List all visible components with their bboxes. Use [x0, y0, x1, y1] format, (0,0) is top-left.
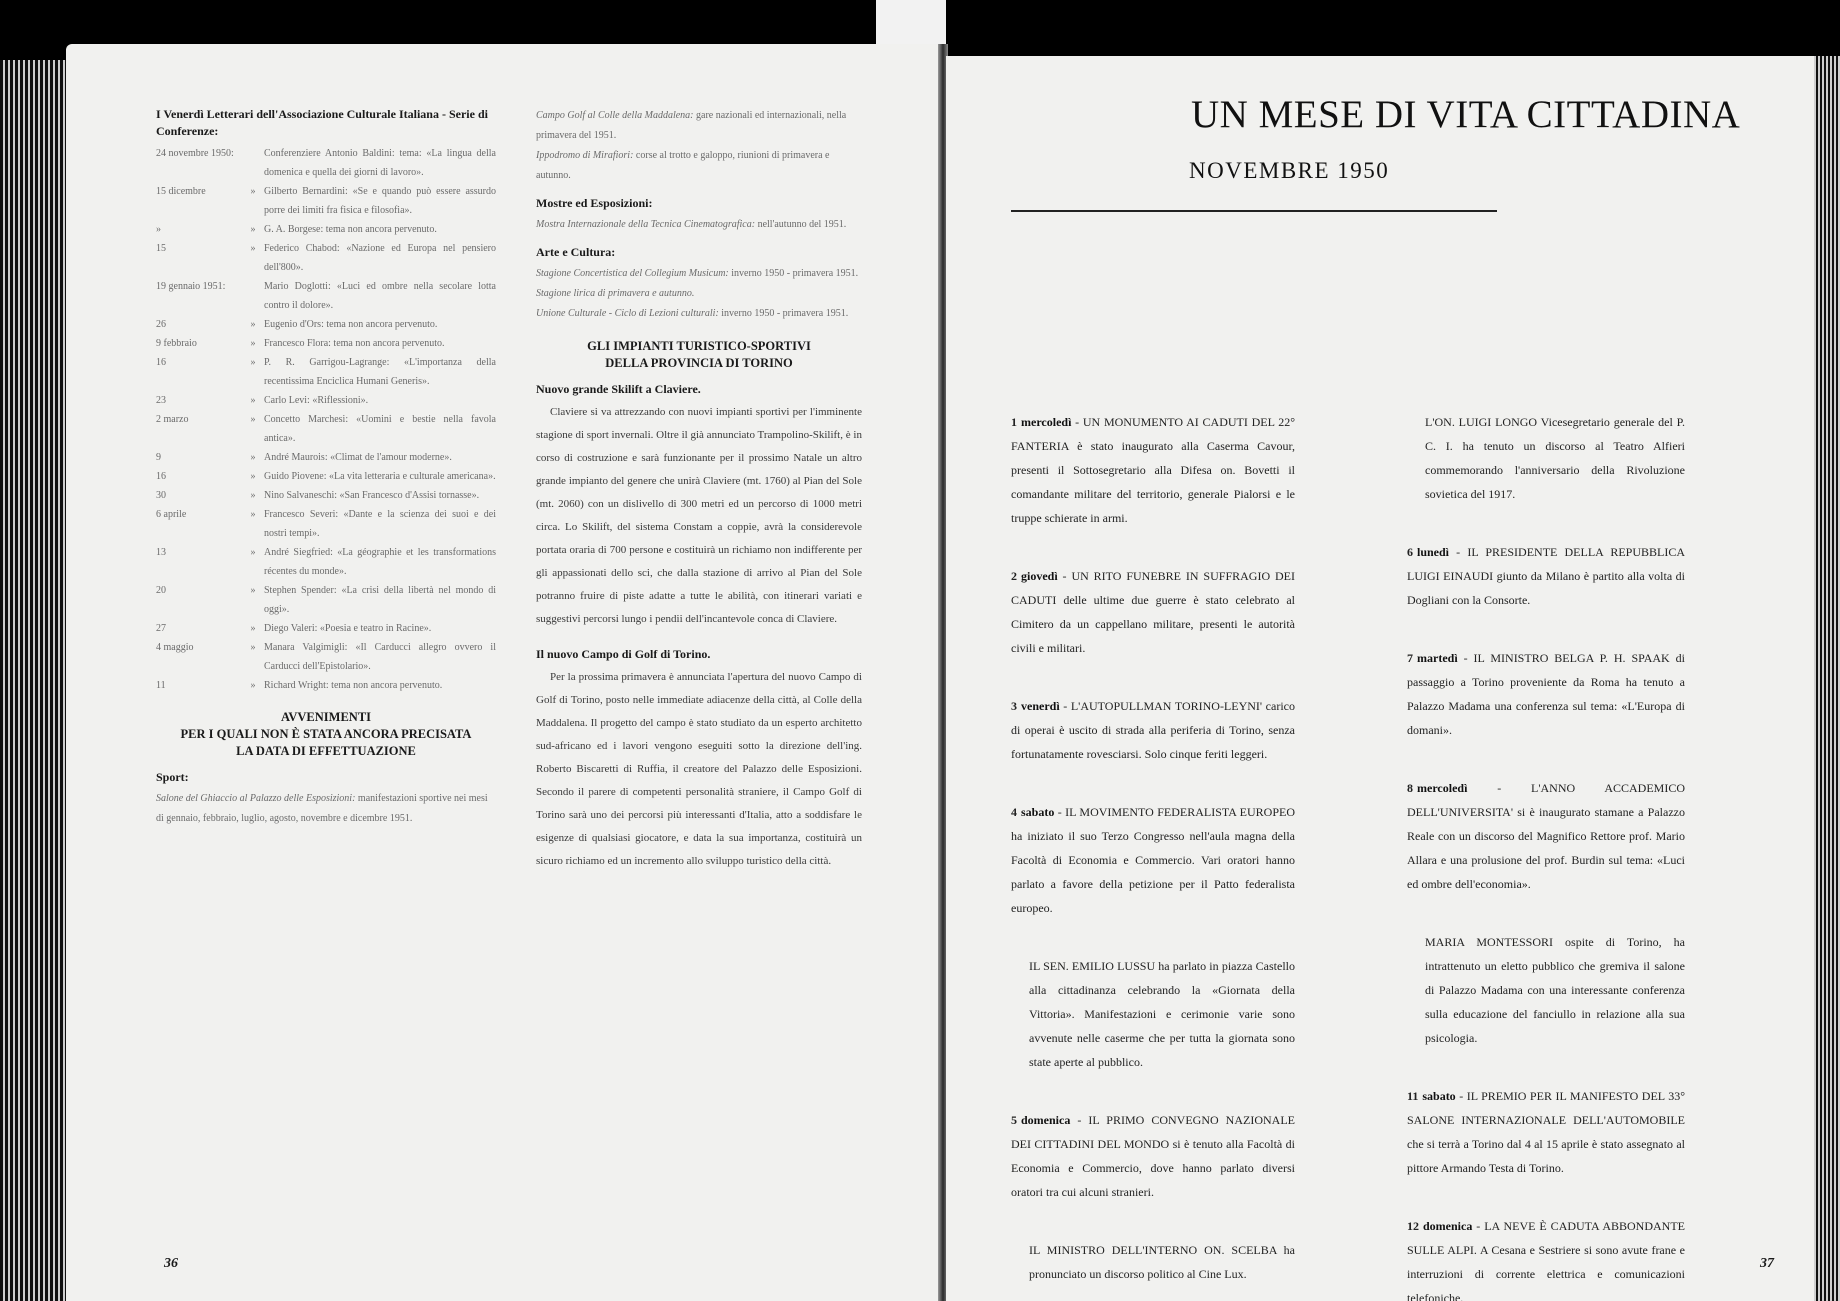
conference-text: Stephen Spender: «La crisi della libertà nel mondo di oggi». [264, 585, 496, 615]
chronicle-entry [1407, 540, 1685, 612]
conference-date: 15 dicembre [156, 186, 206, 197]
conference-series-header: I Venerdì Letterari dell'Associazione Culturale Italiana - Serie di Conferenze: [156, 107, 488, 138]
conference-date: 9 [156, 452, 161, 463]
entry-weekday: domenica [1423, 1219, 1473, 1233]
conference-ditto: » [250, 186, 256, 197]
conference-date: 20 [156, 585, 166, 596]
sport-label: Sport: [156, 770, 189, 784]
conference-ditto: » [250, 471, 256, 482]
golf-text: gare nazionali ed internazionali, nella primavera del 1951. [536, 110, 847, 141]
sport-entry [156, 789, 496, 829]
conference-ditto: » [250, 357, 256, 368]
book-page-edges-right [1814, 56, 1840, 1301]
conference-text: Federico Chabod: «Nazione ed Europa nel pensiero dell'800». [264, 243, 496, 273]
conference-date: 27 [156, 623, 166, 634]
arte-entry-1-venue: Stagione Concertistica del Collegium Musicum: [536, 268, 729, 279]
entry-text: ospite di Torino, ha intrattenuto un eletto pubblico che gremiva il salone di Palazzo Madama con una interessante conferenza sulla educazione del fanciullo in relazione alla sua psicologia. [1425, 935, 1685, 1045]
conference-text: Francesco Severi: «Dante e la scienza dei suoi e dei nostri tempi». [264, 509, 496, 539]
conference-row [156, 543, 496, 581]
conference-text: Nino Salvaneschi: «San Francesco d'Assisi tornasse». [264, 490, 480, 501]
chronicle-entry [1011, 564, 1295, 660]
entry-headline: - L'ANNO ACCADEMICO DELL'UNIVERSITA' [1407, 781, 1685, 819]
conference-date: 6 aprile [156, 509, 187, 520]
entry-headline: L'ON. LUIGI LONGO [1425, 415, 1538, 429]
conference-row [156, 638, 496, 676]
entry-weekday: mercoledì [1021, 415, 1072, 429]
conference-text: G. A. Borgese: tema non ancora pervenuto. [264, 224, 437, 235]
conference-text: Eugenio d'Ors: tema non ancora pervenuto. [264, 319, 438, 330]
left-page [66, 44, 940, 1301]
arte-entry-1-text: inverno 1950 - primavera 1951. [728, 268, 859, 279]
conference-date: 15 [156, 243, 166, 254]
conference-ditto: » [250, 414, 256, 425]
chronicle-column-2 [1407, 410, 1685, 1301]
conference-text: André Maurois: «Climat de l'amour moderne». [264, 452, 452, 463]
chronicle-entry [1011, 800, 1295, 920]
page-number-left: 36 [164, 1256, 178, 1271]
right-page [946, 56, 1814, 1301]
entry-headline: IL MINISTRO DELL'INTERNO ON. SCELBA [1029, 1243, 1277, 1257]
conference-date: 9 febbraio [156, 338, 197, 349]
conference-date: » [156, 224, 161, 235]
conference-row [156, 182, 496, 220]
ippodromo-entry [536, 146, 862, 186]
conference-row [156, 448, 496, 467]
arte-label: Arte e Cultura: [536, 245, 616, 259]
entry-headline: - L'AUTOPULLMAN TORINO-LEYNI' [1059, 699, 1263, 713]
golf-entry [536, 106, 862, 146]
entry-text: si è tenuto alla Facoltà di Economia e Commercio, dove hanno parlato diversi oratori tra cui alcuni stranieri. [1011, 1137, 1295, 1199]
conference-row [156, 410, 496, 448]
conference-ditto: » [250, 243, 256, 254]
chronicle-entry [1011, 410, 1295, 530]
entry-text: è stato inaugurato alla Caserma Cavour, presenti il Sottosegretario alla Difesa on. Bovetti il comandante militare del territorio, generale Pialorsi e le truppe schierate in armi. [1011, 439, 1295, 525]
conference-ditto: » [250, 319, 256, 330]
conference-text: André Siegfried: «La géographie et les transformations récentes du monde». [264, 547, 496, 577]
arte-entry-1 [536, 264, 862, 284]
entry-headline: - LA NEVE È CADUTA ABBONDANTE SULLE ALPI. [1407, 1219, 1685, 1257]
conference-row [156, 144, 496, 182]
chronicle-entry [1011, 1108, 1295, 1204]
skilift-paragraph: Claviere si va attrezzando con nuovi impianti sportivi per l'imminente stagione di sport invernali. Oltre il già annunciato Trampolino-Skilift, è in corso di costruzione e sarà funzionante per il prossimo Natale un altro grande impianto del genere che unirà Claviere (mt. 1760) al Pian del Sole (mt. 2060) con un dislivello di 300 metri ed un percorso di 1000 metri circa. Lo Skilift, del sistema Constam a coppie, avrà la considerevole portata oraria di 700 persone e costituirà un richiamo non indifferente per gli appassionati dello sci, che dalla stazione di arrivo al Pian del Sole potranno fruire di piste adatte a tutte le abilità, con itinerari variati e suggestivi percorsi lungo i pendii dell'incantevole conca di Claviere. [536, 406, 862, 625]
golf-paragraph: Per la prossima primavera è annunciata l'apertura del nuovo Campo di Golf di Torino, posto nelle immediate adiacenze della città, al Colle della Maddalena. Il progetto del campo è stato studiato da un esperto architetto sud-africano ed i lavori vengono eseguiti sotto la direzione dell'ing. Roberto Biscaretti di Ruffia, il creatore del Palazzo delle Esposizioni. Secondo il parere di competenti personalità straniere, il Campo Golf di Torino sarà uno dei percorsi più interessanti d'Italia, atto a soddisfare le esigenze di qualsiasi giocatore, e data la sua importanza, costituirà un sicuro richiamo ed un incremento allo sviluppo turistico della città. [536, 671, 862, 867]
arte-entry-2: Stagione lirica di primavera e autunno. [536, 288, 695, 299]
conference-row [156, 505, 496, 543]
mostre-entry [536, 215, 862, 235]
entry-day-number: 4 [1011, 805, 1017, 819]
chronicle-entry [1011, 1238, 1295, 1286]
conference-list [156, 144, 496, 695]
conference-row [156, 239, 496, 277]
conference-text: Manara Valgimigli: «Il Carducci allegro ovvero il Carducci dell'Epistolario». [264, 642, 496, 672]
entry-text: di passaggio a Torino proveniente da Roma ha tenuto a Palazzo Madama una conferenza sul tema: «L'Europa di domani». [1407, 651, 1685, 737]
conference-row [156, 467, 496, 486]
conference-ditto: » [250, 680, 256, 691]
entry-day-number: 11 [1407, 1089, 1419, 1103]
impianti-heading-2: DELLA PROVINCIA DI TORINO [605, 356, 793, 370]
conference-ditto [242, 277, 264, 315]
conference-date: 2 marzo [156, 414, 189, 425]
conference-date: 24 novembre 1950: [156, 148, 234, 159]
entry-text: delle ultime due guerre è stato celebrato al Cimitero da un cappellano militare, presenti le autorità civili e militari. [1011, 593, 1295, 655]
left-page-column-1 [156, 106, 496, 829]
entry-day-number: 2 [1011, 569, 1017, 583]
page-number-right: 37 [1760, 1256, 1774, 1271]
conference-date: 23 [156, 395, 166, 406]
entry-headline: - IL PRIMO CONVEGNO NAZIONALE DEI CITTADINI DEL MONDO [1011, 1113, 1295, 1151]
entry-day-number: 8 [1407, 781, 1413, 795]
conference-ditto [242, 144, 264, 182]
entry-weekday: domenica [1021, 1113, 1071, 1127]
chronicle-column-1 [1011, 410, 1295, 1301]
conference-ditto: » [250, 547, 256, 558]
left-page-column-2 [536, 106, 862, 873]
conference-text: Carlo Levi: «Riflessioni». [264, 395, 369, 406]
conference-ditto: » [250, 623, 256, 634]
chronicle-entry [1011, 954, 1295, 1074]
mostre-label: Mostre ed Esposizioni: [536, 196, 653, 210]
entry-text: A Cesana e Sestriere si sono avute frane e interruzioni di corrente elettrica e comunicazioni telefoniche. [1407, 1243, 1685, 1301]
golf-title: Il nuovo Campo di Golf di Torino. [536, 647, 711, 661]
entry-text: che si terrà a Torino dal 4 al 15 aprile è stato assegnato al pittore Armando Testa di Torino. [1407, 1137, 1685, 1175]
conference-text: Diego Valeri: «Poesia e teatro in Racine». [264, 623, 432, 634]
conference-text: P. R. Garrigou-Lagrange: «L'importanza della recentissima Enciclica Humani Generis». [264, 357, 496, 387]
entry-text: ha pronunciato un discorso politico al Cine Lux. [1029, 1243, 1296, 1281]
conference-date: 13 [156, 547, 166, 558]
conference-row [156, 353, 496, 391]
entry-text: si è inaugurato stamane a Palazzo Reale con un discorso del Magnifico Rettore prof. Mario Allara e una prolusione del prof. Burdin sul tema: «Luci ed ombre dell'economia». [1407, 805, 1685, 891]
mostre-venue: Mostra Internazionale della Tecnica Cinematografica: [536, 219, 756, 230]
entry-weekday: mercoledì [1417, 781, 1468, 795]
conference-row [156, 676, 496, 695]
ippodromo-venue: Ippodromo di Mirafiori: [536, 150, 634, 161]
arte-entry-3 [536, 304, 862, 324]
entry-day-number: 7 [1407, 651, 1413, 665]
conference-ditto: » [250, 642, 256, 653]
page-title: UN MESE DI VITA CITTADINA [1191, 93, 1741, 136]
chronicle-entry [1407, 930, 1685, 1050]
chronicle-entry [1407, 1214, 1685, 1301]
entry-text: giunto da Milano è partito alla volta di Dogliani con la Consorte. [1407, 569, 1686, 607]
entry-weekday: venerdì [1021, 699, 1060, 713]
conference-ditto: » [250, 224, 256, 235]
conference-ditto: » [250, 452, 256, 463]
entry-weekday: lunedì [1417, 545, 1450, 559]
conference-row [156, 277, 496, 315]
conference-row [156, 581, 496, 619]
mostre-text: nell'autunno del 1951. [755, 219, 847, 230]
entry-headline: - UN RITO FUNEBRE IN SUFFRAGIO DEI CADUTI [1011, 569, 1295, 607]
conference-date: 16 [156, 357, 166, 368]
chronicle-entry [1011, 694, 1295, 766]
conference-text: Richard Wright: tema non ancora pervenuto. [264, 680, 443, 691]
chronicle-entry [1407, 646, 1685, 742]
chronicle-entry [1407, 1084, 1685, 1180]
conference-date: 4 maggio [156, 642, 194, 653]
conference-row [156, 315, 496, 334]
conference-row [156, 334, 496, 353]
conference-row [156, 391, 496, 410]
ippodromo-text: corse al trotto e galoppo, riunioni di primavera e autunno. [536, 150, 830, 181]
entry-headline: - IL PRESIDENTE DELLA REPUBBLICA LUIGI EINAUDI [1407, 545, 1685, 583]
conference-text: Conferenziere Antonio Baldini: tema: «La lingua della domenica e quella dei giorni di lavoro». [264, 148, 496, 178]
chronicle-entry [1407, 410, 1685, 506]
entry-text: Vicesegretario generale del P. C. I. ha tenuto un discorso al Teatro Alfieri commemorando l'anniversario della Rivoluzione sovietica del 1917. [1425, 415, 1685, 501]
entry-weekday: martedì [1417, 651, 1458, 665]
entry-day-number: 6 [1407, 545, 1413, 559]
conference-row [156, 486, 496, 505]
page-subtitle: NOVEMBRE 1950 [1189, 158, 1390, 183]
conference-date: 19 gennaio 1951: [156, 281, 226, 292]
entry-headline: IL SEN. EMILIO LUSSU [1029, 959, 1156, 973]
sport-venue: Salone del Ghiaccio al Palazzo delle Esposizioni: [156, 793, 356, 804]
entry-weekday: giovedì [1021, 569, 1058, 583]
title-rule [1011, 210, 1497, 212]
conference-date: 26 [156, 319, 166, 330]
conference-ditto: » [250, 338, 256, 349]
conference-text: Mario Doglotti: «Luci ed ombre nella secolare lotta contro il dolore». [264, 281, 496, 311]
sport-text: manifestazioni sportive nei mesi di gennaio, febbraio, luglio, agosto, novembre e dicembre 1951. [156, 793, 488, 824]
events-heading-3: LA DATA DI EFFETTUAZIONE [236, 744, 416, 758]
arte-entry-3-text: inverno 1950 - primavera 1951. [718, 308, 849, 319]
conference-date: 11 [156, 680, 166, 691]
conference-ditto: » [250, 395, 256, 406]
entry-day-number: 1 [1011, 415, 1017, 429]
conference-row [156, 619, 496, 638]
events-heading-1: AVVENIMENTI [280, 710, 372, 724]
conference-date: 16 [156, 471, 166, 482]
entry-text: ha iniziato il suo Terzo Congresso nell'aula magna della Facoltà di Economia e Commercio. Vari oratori hanno parlato a favore della petizione per il Patto federalista europeo. [1011, 829, 1295, 915]
conference-ditto: » [250, 585, 256, 596]
conference-text: Gilberto Bernardini: «Se e quando può essere assurdo porre dei limiti fra fisica e filosofia». [264, 186, 496, 216]
book-page-edges-left [0, 60, 66, 1301]
chronicle-entry [1407, 776, 1685, 896]
entry-day-number: 3 [1011, 699, 1017, 713]
conference-text: Francesco Flora: tema non ancora pervenuto. [264, 338, 445, 349]
conference-ditto: » [250, 509, 256, 520]
entry-text: carico di operai è uscito di strada alla periferia di Torino, senza fortunatamente rovesciarsi. Solo cinque feriti leggeri. [1011, 699, 1295, 761]
conference-ditto: » [250, 490, 256, 501]
conference-text: Guido Piovene: «La vita letteraria e culturale americana». [264, 471, 496, 482]
arte-entry-3-venue: Unione Culturale - Ciclo di Lezioni culturali: [536, 308, 719, 319]
golf-venue: Campo Golf al Colle della Maddalena: [536, 110, 694, 121]
skilift-title: Nuovo grande Skilift a Claviere. [536, 382, 701, 396]
entry-headline: MARIA MONTESSORI [1425, 935, 1554, 949]
events-heading-2: PER I QUALI NON È STATA ANCORA PRECISATA [180, 727, 472, 741]
entry-weekday: sabato [1021, 805, 1055, 819]
conference-row [156, 220, 496, 239]
impianti-heading-1: GLI IMPIANTI TURISTICO-SPORTIVI [587, 339, 811, 353]
scan-top-gap [876, 0, 946, 48]
entry-headline: - IL MINISTRO BELGA P. H. SPAAK [1457, 651, 1670, 665]
entry-day-number: 12 [1407, 1219, 1419, 1233]
entry-text: ha parlato in piazza Castello alla cittadinanza celebrando la «Giornata della Vittoria». Manifestazioni e cerimonie varie sono avvenute nelle caserme che per tutta la giornata sono state aperte al pubblico. [1029, 959, 1295, 1069]
conference-text: Concetto Marchesi: «Uomini e bestie nella favola antica». [264, 414, 496, 444]
conference-date: 30 [156, 490, 166, 501]
entry-headline: - UN MONUMENTO AI CADUTI DEL 22° FANTERIA [1011, 415, 1295, 453]
entry-headline: - IL MOVIMENTO FEDERALISTA EUROPEO [1054, 805, 1295, 819]
entry-weekday: sabato [1422, 1089, 1456, 1103]
entry-day-number: 5 [1011, 1113, 1017, 1127]
entry-headline: - IL PREMIO PER IL MANIFESTO DEL 33° SALONE INTERNAZIONALE DELL'AUTOMOBILE [1407, 1089, 1685, 1127]
